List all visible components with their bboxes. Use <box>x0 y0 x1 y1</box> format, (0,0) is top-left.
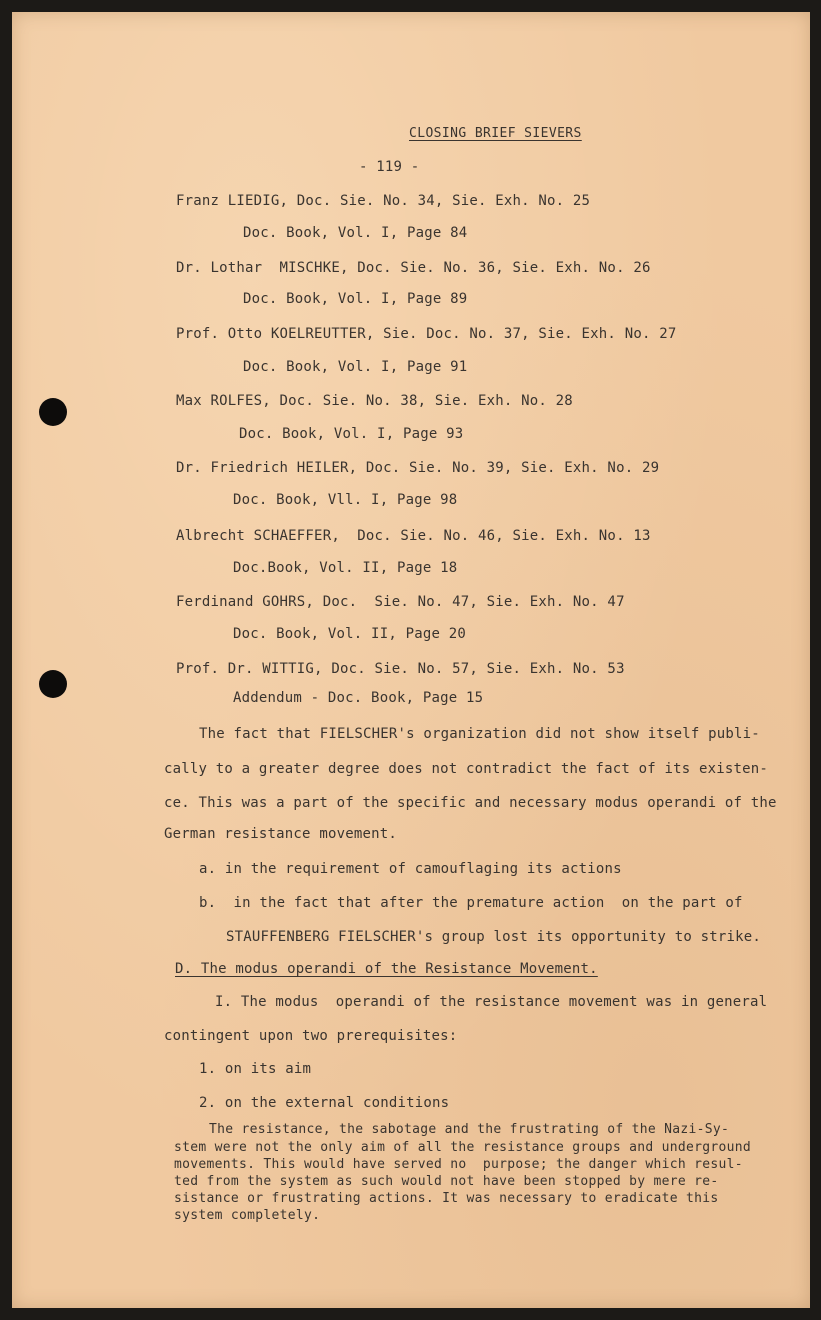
final-paragraph-line: sistance or frustrating actions. It was necessary to eradicate this <box>174 1191 719 1206</box>
punch-hole-top <box>39 398 67 426</box>
section-heading-d: D. The modus operandi of the Resistance Movement. <box>175 961 598 977</box>
entry-line: Prof. Dr. WITTIG, Doc. Sie. No. 57, Sie. Exh. No. 53 <box>176 661 625 677</box>
body-paragraph-line: contingent upon two prerequisites: <box>164 1028 458 1044</box>
entry-line: Albrecht SCHAEFFER, Doc. Sie. No. 46, Sie. Exh. No. 13 <box>176 528 651 544</box>
entry-line: Doc. Book, Vol. I, Page 89 <box>243 291 468 307</box>
entry-line: Addendum - Doc. Book, Page 15 <box>233 690 484 706</box>
entry-line: Max ROLFES, Doc. Sie. No. 38, Sie. Exh. No. 28 <box>176 393 573 409</box>
punch-hole-bottom <box>39 670 67 698</box>
entry-line: Doc. Book, Vol. I, Page 91 <box>243 359 468 375</box>
body-paragraph-line: German resistance movement. <box>164 826 397 842</box>
list-item-2: 2. on the external conditions <box>199 1095 450 1111</box>
final-paragraph-line: system completely. <box>174 1208 321 1223</box>
final-paragraph-line: stem were not the only aim of all the resistance groups and underground <box>174 1140 751 1155</box>
final-paragraph-line: ted from the system as such would not have been stopped by mere re- <box>174 1174 719 1189</box>
final-paragraph-line: The resistance, the sabotage and the frustrating of the Nazi-Sy- <box>209 1122 730 1137</box>
entry-line: Dr. Lothar MISCHKE, Doc. Sie. No. 36, Sie. Exh. No. 26 <box>176 260 651 276</box>
entry-line: Doc. Book, Vll. I, Page 98 <box>233 492 458 508</box>
body-paragraph-line: ce. This was a part of the specific and necessary modus operandi of the <box>164 795 777 811</box>
page-header: CLOSING BRIEF SIEVERS <box>409 126 582 141</box>
body-paragraph-line: cally to a greater degree does not contradict the fact of its existen- <box>164 761 769 777</box>
entry-line: Dr. Friedrich HEILER, Doc. Sie. No. 39, Sie. Exh. No. 29 <box>176 460 660 476</box>
entry-line: Franz LIEDIG, Doc. Sie. No. 34, Sie. Exh. No. 25 <box>176 193 591 209</box>
body-paragraph-line: The fact that FIELSCHER's organization did not show itself publi- <box>199 726 760 742</box>
entry-line: Ferdinand GOHRS, Doc. Sie. No. 47, Sie. Exh. No. 47 <box>176 594 625 610</box>
final-paragraph-line: movements. This would have served no purpose; the danger which resul- <box>174 1157 743 1172</box>
entry-line: Doc. Book, Vol. I, Page 93 <box>239 426 464 442</box>
entry-line: Doc. Book, Vol. I, Page 84 <box>243 225 468 241</box>
entry-line: Prof. Otto KOELREUTTER, Sie. Doc. No. 37, Sie. Exh. No. 27 <box>176 326 677 342</box>
list-item-b: b. in the fact that after the premature action on the part of <box>199 895 743 911</box>
list-item-b-continuation: STAUFFENBERG FIELSCHER's group lost its opportunity to strike. <box>226 929 761 945</box>
list-item-a: a. in the requirement of camouflaging its actions <box>199 861 622 877</box>
body-paragraph-line: I. The modus operandi of the resistance movement was in general <box>215 994 768 1010</box>
entry-line: Doc.Book, Vol. II, Page 18 <box>233 560 458 576</box>
list-item-1: 1. on its aim <box>199 1061 312 1077</box>
page-number: - 119 - <box>359 159 420 175</box>
entry-line: Doc. Book, Vol. II, Page 20 <box>233 626 466 642</box>
